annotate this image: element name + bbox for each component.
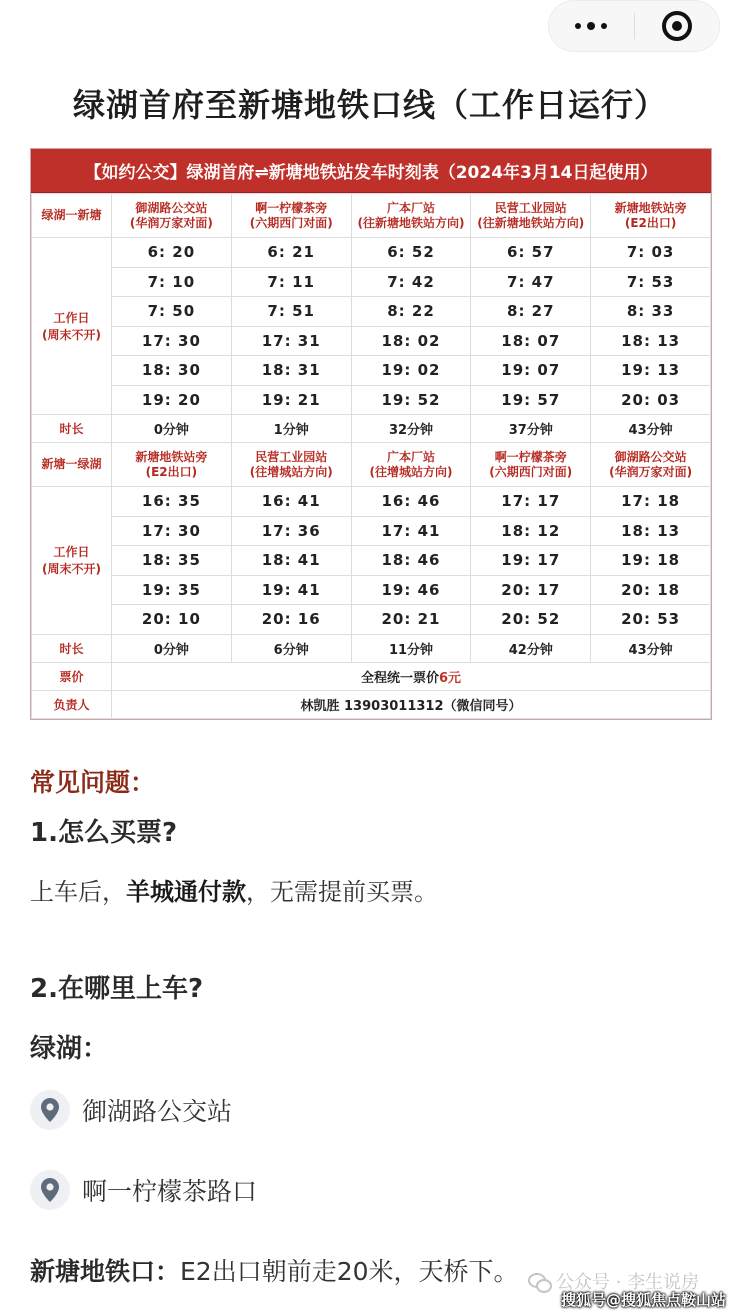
stop-name-cell	[471, 443, 591, 487]
departure-time: 18: 07	[471, 326, 591, 356]
timetable-grid	[31, 193, 711, 719]
stop-name: 啊一柠檬茶旁	[255, 200, 328, 215]
fare-value	[112, 662, 711, 690]
stop-note: (往增城站方向)	[249, 464, 333, 479]
duration-label: 时长	[32, 415, 112, 443]
departure-time: 20: 10	[112, 605, 232, 635]
duration-value: 0分钟	[112, 634, 232, 662]
departure-time: 7: 53	[591, 267, 711, 297]
departure-time: 18: 35	[112, 546, 232, 576]
departure-time: 7: 50	[112, 297, 232, 327]
location-item[interactable]	[30, 1090, 232, 1130]
group-label-main: 工作日	[53, 311, 90, 325]
table-row	[32, 385, 711, 415]
departure-time: 18: 12	[471, 516, 591, 546]
stop-note: (六期西门对面)	[489, 464, 573, 479]
fare-row	[32, 662, 711, 690]
contact-label: 负责人	[32, 690, 112, 718]
stop-name: 新塘地铁站旁	[135, 449, 208, 464]
duration-value: 37分钟	[471, 415, 591, 443]
page-title: 绿湖首府至新塘地铁口线（工作日运行）	[72, 86, 667, 124]
stop-name-cell	[591, 443, 711, 487]
duration-value: 11分钟	[351, 634, 471, 662]
table-row	[32, 297, 711, 327]
departure-time: 16: 46	[351, 487, 471, 517]
table-row	[32, 605, 711, 635]
stop-name: 广本厂站	[386, 449, 435, 464]
stop-note: (往新塘地铁站方向)	[357, 215, 465, 230]
departure-time: 20: 18	[591, 575, 711, 605]
duration-value: 43分钟	[591, 634, 711, 662]
departure-time: 20: 03	[591, 385, 711, 415]
departure-time: 18: 46	[351, 546, 471, 576]
direction-label: 新塘一绿湖	[32, 443, 112, 487]
departure-time: 6: 20	[112, 238, 232, 268]
departure-time: 7: 10	[112, 267, 232, 297]
departure-time: 6: 52	[351, 238, 471, 268]
departure-time: 19: 46	[351, 575, 471, 605]
contact-row	[32, 690, 711, 718]
departure-time: 20: 21	[351, 605, 471, 635]
departure-time: 18: 02	[351, 326, 471, 356]
fare-prefix: 全程统一票价	[360, 670, 439, 686]
departure-time: 19: 13	[591, 356, 711, 386]
departure-time: 18: 41	[231, 546, 351, 576]
departure-time: 18: 31	[231, 356, 351, 386]
lvhu-label: 绿湖：	[30, 1034, 109, 1064]
source-watermark: 搜狐号@搜狐焦点鞍山站	[560, 1291, 726, 1309]
departure-time: 20: 16	[231, 605, 351, 635]
xintang-label: 新塘地铁口：	[30, 1257, 181, 1286]
group-label	[32, 487, 112, 635]
duration-value: 32分钟	[351, 415, 471, 443]
departure-time: 19: 18	[591, 546, 711, 576]
stop-name: 啊一柠檬茶旁	[494, 449, 567, 464]
stop-note: (往增城站方向)	[369, 464, 453, 479]
answer-1	[30, 872, 438, 907]
stop-name-cell	[231, 443, 351, 487]
xintang-text: E2出口朝前走20米，天桥下。	[180, 1257, 519, 1286]
stop-name-cell	[591, 194, 711, 238]
stop-note: (往新塘地铁站方向)	[477, 215, 585, 230]
table-row	[32, 546, 711, 576]
answer-1-prefix: 上车后，	[30, 878, 126, 906]
direction-label: 绿湖一新塘	[32, 194, 112, 238]
departure-time: 17: 30	[112, 326, 232, 356]
fare-label: 票价	[32, 662, 112, 690]
departure-time: 16: 41	[231, 487, 351, 517]
departure-time: 7: 47	[471, 267, 591, 297]
stop-name-cell	[351, 194, 471, 238]
question-2: 2.在哪里上车?	[30, 974, 204, 1004]
group-label	[32, 238, 112, 415]
departure-time: 8: 22	[351, 297, 471, 327]
departure-time: 19: 21	[231, 385, 351, 415]
departure-time: 8: 27	[471, 297, 591, 327]
answer-1-bold: 羊城通付款	[126, 878, 246, 906]
faq-heading: 常见问题：	[30, 768, 156, 797]
stops-row	[32, 194, 711, 238]
stop-name-cell	[231, 194, 351, 238]
stop-note: (E2出口)	[624, 215, 677, 230]
stop-name-cell	[112, 194, 232, 238]
departure-time: 8: 33	[591, 297, 711, 327]
departure-time: 18: 13	[591, 516, 711, 546]
table-row	[32, 356, 711, 386]
departure-time: 17: 41	[351, 516, 471, 546]
departure-time: 19: 52	[351, 385, 471, 415]
contact-value: 林凯胜 13903011312（微信同号）	[112, 690, 711, 718]
target-close-icon[interactable]	[635, 1, 720, 51]
table-row	[32, 326, 711, 356]
location-name: 御湖路公交站	[82, 1097, 233, 1126]
stop-name-cell	[112, 443, 232, 487]
departure-time: 19: 20	[112, 385, 232, 415]
duration-label: 时长	[32, 634, 112, 662]
location-name: 啊一柠檬茶路口	[82, 1177, 258, 1206]
duration-value: 1分钟	[231, 415, 351, 443]
table-row	[32, 487, 711, 517]
departure-time: 19: 17	[471, 546, 591, 576]
answer-1-suffix: ，无需提前买票。	[246, 878, 438, 906]
stop-name: 御湖路公交站	[614, 449, 687, 464]
table-row	[32, 267, 711, 297]
table-row	[32, 238, 711, 268]
timetable-image	[30, 148, 712, 720]
group-label-main: 工作日	[53, 545, 90, 560]
departure-time: 7: 03	[591, 238, 711, 268]
departure-time: 19: 35	[112, 575, 232, 605]
wechat-icon	[528, 1272, 550, 1290]
stop-name: 民营工业园站	[494, 200, 567, 215]
location-item[interactable]	[30, 1170, 257, 1210]
stop-name: 民营工业园站	[255, 449, 328, 464]
departure-time: 20: 52	[471, 605, 591, 635]
duration-value: 6分钟	[231, 634, 351, 662]
departure-time: 6: 21	[231, 238, 351, 268]
departure-time: 19: 57	[471, 385, 591, 415]
departure-time: 17: 36	[231, 516, 351, 546]
duration-value: 42分钟	[471, 634, 591, 662]
stop-name-cell	[471, 194, 591, 238]
departure-time: 20: 53	[591, 605, 711, 635]
departure-time: 20: 17	[471, 575, 591, 605]
duration-row	[32, 634, 711, 662]
departure-time: 17: 17	[471, 487, 591, 517]
stop-name-cell	[351, 443, 471, 487]
duration-row	[32, 415, 711, 443]
stop-name: 广本厂站	[386, 200, 435, 215]
stop-name: 御湖路公交站	[135, 200, 208, 215]
departure-time: 16: 35	[112, 487, 232, 517]
stop-name: 新塘地铁站旁	[614, 200, 687, 215]
departure-time: 18: 30	[112, 356, 232, 386]
stop-note: (华润万家对面)	[129, 215, 213, 230]
stop-note: (E2出口)	[145, 464, 198, 479]
departure-time: 17: 30	[112, 516, 232, 546]
location-pin-icon	[30, 1090, 70, 1130]
timetable-header: 【如约公交】绿湖首府⇌新塘地铁站发车时刻表（2024年3月14日起使用）	[31, 149, 711, 193]
mini-program-capsule	[548, 0, 720, 52]
table-row	[32, 575, 711, 605]
question-1: 1.怎么买票?	[30, 818, 178, 848]
departure-time: 19: 41	[231, 575, 351, 605]
departure-time: 7: 42	[351, 267, 471, 297]
group-label-note: (周末不开)	[42, 562, 101, 577]
stops-row	[32, 443, 711, 487]
departure-time: 6: 57	[471, 238, 591, 268]
stop-note: (华润万家对面)	[609, 464, 693, 479]
departure-time: 19: 07	[471, 356, 591, 386]
more-dots-icon[interactable]	[549, 1, 634, 51]
stop-note: (六期西门对面)	[249, 215, 333, 230]
departure-time: 17: 31	[231, 326, 351, 356]
departure-time: 7: 51	[231, 297, 351, 327]
duration-value: 0分钟	[112, 415, 232, 443]
group-label-note: (周末不开)	[42, 328, 101, 342]
location-pin-icon	[30, 1170, 70, 1210]
account-watermark-text: 公众号 · 李生说房	[556, 1272, 700, 1293]
departure-time: 19: 02	[351, 356, 471, 386]
departure-time: 7: 11	[231, 267, 351, 297]
fare-price: 6元	[438, 670, 462, 686]
departure-time: 18: 13	[591, 326, 711, 356]
table-row	[32, 516, 711, 546]
xintang-info	[30, 1252, 519, 1288]
duration-value: 43分钟	[591, 415, 711, 443]
departure-time: 17: 18	[591, 487, 711, 517]
